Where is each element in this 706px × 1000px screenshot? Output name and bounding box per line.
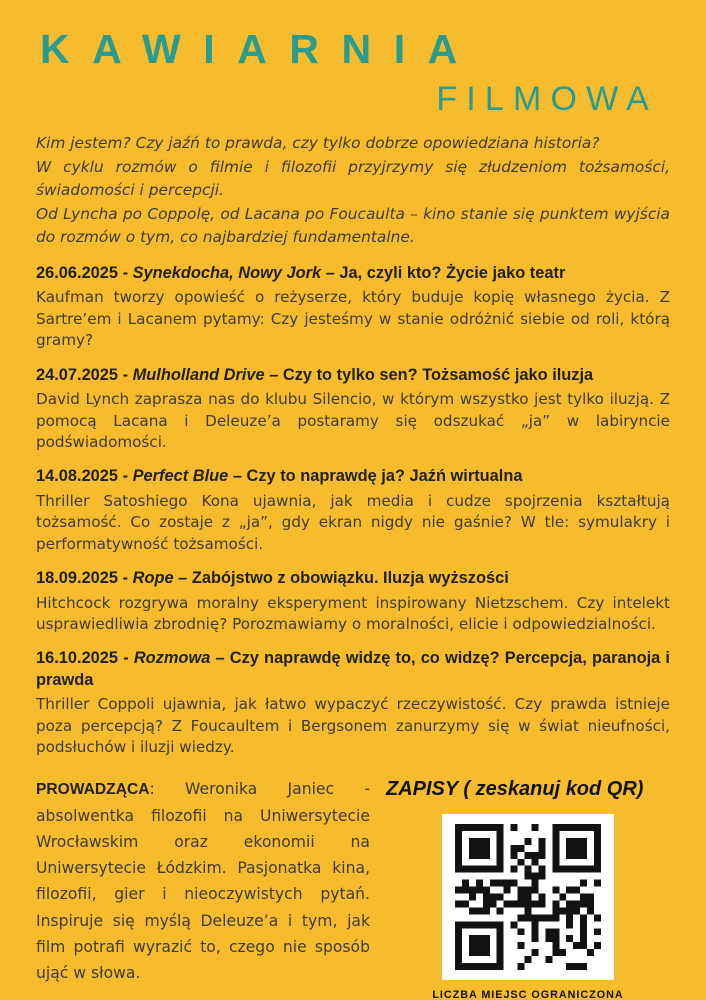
host-bio xyxy=(36,776,370,987)
event-description: Thriller Satoshiego Kona ujawnia, jak media i cudze spojrzenia kształtują tożsamość. Co zostaje z „ja”, gdy ekran nigdy nie gaśnie? W tle: symulakry i performatywność tożsamości. xyxy=(36,491,670,553)
event-question: Zabójstwo z obowiązku. Iluzja wyższości xyxy=(191,569,509,588)
intro-line-3: Od Lyncha po Coppolę, od Lacana po Foucaulta – kino stanie się punktem wyjścia do rozmów o tym, co najbardziej fundamentalne. xyxy=(36,204,670,247)
event-description: Hitchcock rozgrywa moralny eksperyment inspirowany Nietzschem. Czy intelekt usprawiedliwia zbrodnię? Porozmawiamy o moralności, elicie i odpowiedzialności. xyxy=(36,593,670,634)
dash-separator: – xyxy=(228,467,247,486)
event-heading xyxy=(36,365,670,387)
intro-line-2: W cyklu rozmów o filmie i filozofii przyjrzymy się złudzeniom tożsamości, świadomości i percepcji. xyxy=(36,157,670,200)
dash-separator: – xyxy=(173,569,192,588)
event-date: 18.09.2025 - xyxy=(36,569,133,588)
event-date: 24.07.2025 - xyxy=(36,365,133,384)
event-item-5 xyxy=(36,648,670,758)
host-label: PROWADZĄCA xyxy=(36,780,150,798)
poster-title-main: KAWIARNIA xyxy=(40,26,480,72)
event-heading xyxy=(36,466,670,488)
event-film-title: Perfect Blue xyxy=(132,467,229,486)
event-film-title: Rope xyxy=(132,569,174,588)
event-description: Kaufman tworzy opowieść o reżyserze, który buduje kopię własnego życia. Z Sartre’em i Lacanem pytamy: Czy jesteśmy w stanie odróżnić siebie od roli, którą gramy? xyxy=(36,288,670,350)
poster-title-sub: FILMOWA xyxy=(436,80,658,118)
event-description: Thriller Coppoli ujawnia, jak łatwo wypaczyć rzeczywistość. Czy prawda istnieje poza percepcją? Z Foucaultem i Bergsonem zanurzymy się w świat nieufności, podsłuchów i iluzji wiedzy. xyxy=(36,695,670,757)
qr-caption: LICZBA MIEJSC OGRANICZONA xyxy=(432,988,624,1000)
event-date: 16.10.2025 - xyxy=(36,649,134,668)
event-heading xyxy=(36,648,670,691)
signup-block xyxy=(386,776,670,1000)
event-heading xyxy=(36,568,670,590)
signup-title-word: ZAPISY xyxy=(386,777,458,800)
event-film-title: Rozmowa xyxy=(133,649,211,668)
event-item-2 xyxy=(36,365,670,454)
intro-paragraph xyxy=(36,132,670,250)
dash-separator: – xyxy=(321,263,340,282)
host-text: : Weronika Janiec - absolwentka filozofii na Uniwersytecie Wrocławskim oraz ekonomii na Uniwersytecie Łódzkim. Pasjonatka kina, filozofii, gier i nieoczywistych pytań. Inspiruje się myślą Deleuze’a i tym, jak film potrafi wyrazić to, czego nie sposób ująć w słowa. xyxy=(36,779,370,983)
dash-separator: – xyxy=(210,649,230,668)
dash-separator: – xyxy=(264,365,283,384)
event-description: David Lynch zaprasza nas do klubu Silencio, w którym wszystko jest tylko iluzją. Z pomocą Lacana i Deleuze’a postaramy się odszukać „ja” w labiryncie podświadomości. xyxy=(36,390,670,451)
event-question: Czy to tylko sen? Tożsamość jako iluzja xyxy=(282,365,594,384)
event-date: 14.08.2025 - xyxy=(36,467,133,486)
event-heading xyxy=(36,263,670,285)
event-film-title: Synekdocha, Nowy Jork xyxy=(132,263,322,282)
event-item-3 xyxy=(36,466,670,555)
qr-code xyxy=(442,814,614,980)
signup-title xyxy=(386,778,670,801)
event-question: Ja, czyli kto? Życie jako teatr xyxy=(339,263,566,282)
qr-code-icon xyxy=(455,824,601,970)
event-date: 26.06.2025 - xyxy=(36,263,133,282)
event-item-1 xyxy=(36,263,670,352)
intro-line-1: Kim jestem? Czy jaźń to prawda, czy tylko dobrze opowiedziana historia? xyxy=(36,134,600,152)
event-film-title: Mulholland Drive xyxy=(132,365,265,384)
bottom-section xyxy=(36,776,670,1000)
signup-title-note: ( zeskanuj kod QR) xyxy=(457,777,644,800)
event-question: Czy naprawdę widzę to, co widzę? Percepcja, paranoja i prawda xyxy=(36,649,670,689)
event-question: Czy to naprawdę ja? Jaźń wirtualna xyxy=(246,467,523,486)
event-item-4 xyxy=(36,568,670,635)
